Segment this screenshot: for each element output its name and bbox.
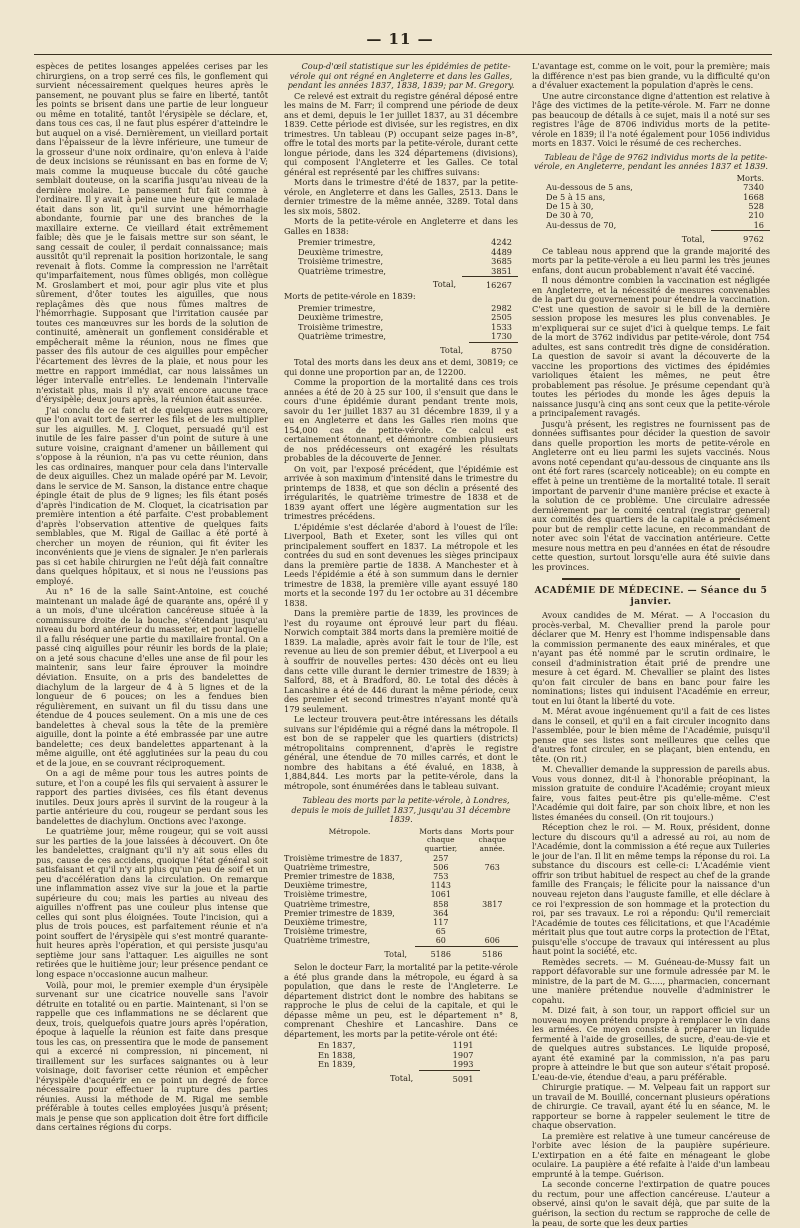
paragraph: La première est relative à une tumeur cancéreuse de l'orbite avec lésion de la paupière supérieure. L'extirpation en a été faite en ménageant le globe oculaire. La paupière a été refaite à l'aide d'un lambeau emprunté à la tempe. Guérison. [532,1130,770,1179]
paragraph: Morts de la petite-vérole en Angleterre et dans les Galles en 1838: [284,216,518,236]
paragraph: Avoux candides de M. Mérat. — A l'occasion du procès-verbal, M. Chevallier prend la parole pour déclarer que M. Henry est l'homme indispensable dans la commission permanente des eaux minérales, et que n'ayant pas été nommé par le scrutin ordinaire, le conseil d'administration était prié de prendre une mesure à cet égard. M. Chevallier se plaint des listes qu'on fait circuler de bans en banc pour faire les nominations; listes qui induisent l'Académie en erreur, tout en lui ôtant la liberté du vote. [532,610,770,706]
paragraph: On a agi de même pour tous les autres points de suture, et l'on a coupé les fils qui servaient à assurer le rapport des parties divisées, ces fils étant devenus inutiles. Deux jours après il survint de la rougeur à la partie antérieure du cou, rougeur se perdant sous les bandelettes de diachylum. Onctions avec l'axonge. [36,768,268,826]
paragraph: Dans la première partie de 1839, les provinces de l'est du royaume ont éprouvé leur part du fléau. Norwich comptait 384 morts dans la première moitié de 1839. La maladie, après avoir fait le tour de l'île, est revenue au lieu de son premier début, et Liverpool a eu à souffrir de nouvelles pertes: 430 décès ont eu lieu dans cette ville durant le dernier trimestre de 1839; à Salford, 88, et à Bradford, 80. Le total des décès à Lancashire a été de 446 durant la même période, ceux des premier et second trimestres n'ayant monté qu'à 179 seulement. [284,608,518,714]
paragraph: Au n° 16 de la salle Saint-Antoine, est couché maintenant un malade âgé de quarante ans, opéré il y a un mois, d'une ulcération cancéreuse située à la commissure droite de la bouche, s'étendant jusqu'au niveau du bord antérieur du masseter, et pour laquelle il a fallu réséquer une partie du maxillaire frontal. On a passé cinq aiguilles pour réunir les bords de la plaie; on a jeté sous chacune d'elles une anse de fil pour les maintenir, sans leur faire éprouver la moindre déviation. Ensuite, on a pris des bandelettes de diachylum de la largeur de 4 à 5 lignes et de la longueur de 6 pouces; on les a fendues bien régulièrement, en suivant un fil du tissu dans une étendue de 4 pouces seulement. On a mis une de ces bandelettes à cheval sous la tête de la première aiguille, dont la pointe a été embrassée par une autre bandelette; ces deux bandelettes appartenant à la même aiguille, ont été agglutinées sur la peau du cou et de la joue, en se couvrant réciproquement. [36,586,268,768]
table-row: En 1838, 1907 [318,1049,474,1060]
table-row: Troisième trimestre, 65 [284,927,446,937]
table-1839 [284,304,518,356]
paragraph: L'épidémie s'est déclarée d'abord à l'ouest de l'île: Liverpool, Bath et Exeter, sont les villes qui ont principalement souffert en 1837. La métropole et les contrées du sud en sont devenues les sièges principaux dans la première partie de 1838. A Manchester et à Leeds l'épidémie a été à son summum dans le dernier trimestre de 1838, la première ville ayant essuyé 180 morts et la seconde 197 du 1er octobre au 31 décembre 1838. [284,521,518,608]
paragraph: J'ai conclu de ce fait et de quelques autres encore, que l'on avait tort de serrer les fils et de les multiplier sur les aiguilles. M. J. Cloquet, persuadé qu'il est inutile de les faire passer d'un point de suture à une suture voisine, craignant d'amener un bâillement qui s'oppose à la réunion, n'a pas vu cette réunion, dans les cas ordinaires, manquer pour cela dans l'intervalle de deux aiguilles. Chez un malade opéré par M. Levoir, dans le service de M. Sanson, la distance entre chaque épingle était de plus de 9 lignes; les fils étant posés d'après l'indication de M. Cloquet, la cicatrisation par première intention a été parfaite. C'est probablement d'après l'observation attentive de quelques faits semblables, que M. Rigal de Gaillac a été porté à chercher un moyen de réunion, qui fit éviter les inconvénients que je viens de signaler. Je n'en parlerais pas si cet habile chirurgien ne l'eût déjà fait connaître dans quelques hôpitaux, et si nous ne l'eussions pas employé. [36,404,268,586]
table-row: Au-dessus de 70, 16 [546,219,764,230]
page-number: — 11 — [366,30,434,48]
paragraph: Remèdes secrets. — M. Guéneau-de-Mussy fait un rapport défavorable sur une formule adressée par M. le ministre, de la part de M. G....., pharmacien, concernant une manière prétendue nouvelle d'administrer le copahu. [532,956,770,1005]
table-row: Troisième trimestre de 1837, 257 [284,853,449,863]
paragraph: Selon le docteur Farr, la mortalité par la petite-vérole a été plus grande dans la métropole, eu égard à sa population, que dans le reste de l'Angleterre. Le département district dont le nombre des habitans se rapproche le plus de celui de la capitale, et qui le dépasse même un peu, est le département n° 8, comprenant Cheshire et Lancashire. Dans ce département, les morts par la petite-vérole ont été: [284,962,518,1039]
table-1838 [284,238,518,290]
table-row: En 1839, 1993 [318,1059,474,1070]
paragraph: Une autre circonstance digne d'attention est relative à l'âge des victimes de la petite-vérole. M. Farr ne donne pas beaucoup de détails à ce sujet, mais il a noté sur ses registres l'âge de 8706 individus morts de la petite-vérole en 1839; il l'a noté également pour 1056 individus morts en 1837. Voici le résumé de ces recherches. [532,90,770,149]
table-row: Troisième trimestre, 3685 [298,256,512,267]
paragraph: Total des morts dans les deux ans et demi, 30819; ce qui donne une proportion par an, de 12200. [284,357,518,377]
section-divider [562,578,740,580]
table-row: Premier trimestre de 1839, 364 [284,908,449,918]
article-title: Coup-d'œil statistique sur les épidémies de petite-vérole qui ont régné en Angleterre et dans les Galles, pendant les années 1837, 1838, 1839; par M. Gregory. [287,61,515,91]
table-row: Deuxième trimestre, 2505 [298,312,512,323]
paragraph: Voilà, pour moi, le premier exemple d'un érysipèle survenant sur une cicatrice nouvelle sans l'avoir détruite en totalité ou en partie. Maintenant, si l'on se rappelle que ces inflammations ne se déclarent que deux, trois, quelquefois quatre jours après l'opération, époque à laquelle la réunion est faite dans presque tous les cas, on pressentira que le mode de pansement qui a excercé ni compression, ni pincement, ni tiraillement sur les surfaces saignantes ou à leur voisinage, doit favoriser cette réunion et empêcher l'érysipèle d'acquérir en ce point un degré de force nécessaire pour effectuer la rupture des parties réunies. Aussi la méthode de M. Rigal me semble préférable à toutes celles employées jusqu'à présent; mais je pense que son application doit être fort difficile dans certaines régions du corps. [36,979,268,1133]
table-row: De 30 à 70, 210 [546,210,764,221]
column-left [36,62,268,1177]
table-row: Troisième trimestre, 1533 [298,321,512,332]
table-header-row: Métropole. Morts dans chaque quartier, Morts pour chaque année. [328,826,514,854]
table-row: Troisième trimestre, 1061 [284,890,451,900]
table-total-row: Total, 5091 [304,1070,480,1084]
paragraph: Morts de petite-vérole en 1839: [284,291,416,302]
paragraph: espèces de petites losanges appelées cerises par les chirurgiens, on a trop serré ces fils, le gonflement qui survient nécessairement quelques heures après le pansement, ne pouvant plus se faire en liberté, tantôt les points se brisent dans une partie de leur longueur ou même en totalité, tantôt l'érysipèle se déclare, et, dans tous ces cas, il ne faut plus espérer d'atteindre le but auquel on a visé. Dernièrement, un vieillard portait dans l'épaisseur de la lèvre inférieure, une tumeur de la grosseur d'une noix ordinaire, qu'on enleva à l'aide de deux incisions se réunissant en bas en forme de V; mais comme la muqueuse buccale du côté gauche semblait douteuse, on la scarifia jusqu'au niveau de la dernière molaire. Le pansement fut fait comme à l'ordinaire. Il y avait à peine une heure que le malade était dans son lit, qu'il survint une hémorrhagie abondante, fournie par une des branches de la maxillaire externe. Ce vieillard était extrêmement faible; dès que je le faisais mettre sur son séant, le sang cessait de couler, il perdait connaissance; mais aussitôt qu'il reprenait la position horizontale, le sang revenait à flots. Comme la compression ne l'arrêtait qu'imparfaitement, nous fûmes obligés, mon collègue M. Groslambert et moi, pour agir plus vite et plus sûrement, d'ôter toutes les aiguilles, que nous replaçâmes dès que nous fûmes maîtres de l'hémorrhagie. Supposant que l'irritation causée par toutes ces manœuvres sur les bords de la solution de continuité, amènerait un gonflement considérable et empêcherait même la réunion, nous ne fîmes que passer des fils autour de ces aiguilles pour empêcher l'écartement des lèvres de la plaie, et nous pour les mettre en rapport immédiat, car nous laissâmes un léger intervalle entr'elles. Le lendemain l'intervalle n'existait plus, mais il n'y avait encore aucune trace d'érysipèle; deux jours après, la réunion était assurée. [36,61,268,405]
paragraph: M. Dizé fait, à son tour, un rapport officiel sur un nouveau moyen prétendu propre à remplacer le vin dans les armées. Ce moyen consiste à préparer un liquide fermenté à l'aide de groseilles, de sucre, d'eau-de-vie et de quelques autres substances. Le liquide proposé, ayant été examiné par la commission, n'a pas paru propre à atteindre le but que son auteur s'était proposé. L'eau-de-vie, étendue d'eau, a paru préférable. [532,1005,770,1082]
table-total-row: Total, 16267 [284,276,518,290]
paragraph: Le lecteur trouvera peut-être intéressans les détails suivans sur l'épidémie qui a régné dans la métropole. Il est bon de se rappeler que les quartiers (districts) métropolitains comprennent, d'après le registre général, une étendue de 70 milles carrés, et dont le nombre des habitans a été évalué, en 1838, à 1,884,844. Les morts par la petite-vérole, dans la métropole, sont énumérées dans le tableau suivant. [284,714,518,791]
london-table [284,828,518,959]
paragraph: M. Chevallier demande la suppression de pareils abus. Vous vous donnez, dit-il à l'honorable préopinant, la mission gratuite de conduire l'Académie; croyant mieux faire, vous faites peut-être pis qu'elle-même. C'est l'Académie qui doit faire, par son choix libre, et non les listes émanées du conseil. (On rit toujours.) [532,764,770,822]
table-total-row: Total, 5186 5186 [284,946,518,959]
table-row: Deuxième trimestre, 4489 [298,246,512,257]
table-row: Quatrième trimestre, 858 3817 [284,899,503,909]
table-row: Au-dessous de 5 ans, 7340 [546,182,764,193]
table-row: De 15 à 30, 528 [546,200,764,211]
table-row: Quatrième trimestre, 60 606 [284,936,500,946]
paragraph: La seconde concerne l'extirpation de quatre pouces du rectum, pour une affection cancéreuse. L'auteur a observé, ainsi qu'on le savait déjà, que par suite de la guérison, la section du rectum se rapproche de celle de la peau, de sorte que les deux parties [532,1179,770,1228]
london-table-title: Tableau des morts par la petite-vérole, à Londres, depuis le mois de juillet 1837, jusqu'au 31 décembre 1839. [291,795,511,825]
table-total-row: Total, 9762 [532,231,770,245]
table-total-row: Total, 8750 [284,342,518,356]
header-rule [34,54,772,55]
table-header-row: Morts. [736,172,764,183]
age-table [532,174,770,245]
paragraph: Comme la proportion de la mortalité dans ces trois années a été de 20 à 25 sur 100, il s'ensuit que dans le cours d'une épidémie durant pendant trente mois, savoir du 1er juillet 1837 au 31 décembre 1839, il y a eu en Angleterre et dans les Galles rien moins que 154,000 cas de petite-vérole. Ce calcul est certainement étonnant, et démontre combien plusieurs de nos prédécesseurs ont exagéré les résultats probables de la découverte de Jenner. [284,377,518,464]
table-row: Quatrième trimestre, 3851 [298,265,512,276]
paragraph: Il nous démontre combien la vaccination est négligée en Angleterre, et la nécessité de mesures convenables de la part du gouvernement pour étendre la vaccination. C'est une question de savoir si le bill de la dernière session propose les mesures les plus convenables. Je m'expliquerai sur ce sujet d'ici à quelque temps. Le fait de la mort de 3762 individus par petite-vérole, dont 754 adultes, est sans contredit très digne de considération. La question de savoir si avant la découverte de la vaccine les proportions des victimes des épidémies varioliques étaient les mêmes, ne peut être probablement pas résolue. Je présume cependant qu'à toutes les périodes du monde les âges depuis la naissance jusqu'à cinq ans sont ceux que la petite-vérole a principalement ravagés. [532,275,770,419]
table-row: Quatrième trimestre, 506 763 [284,862,500,872]
paragraph: On voit, par l'exposé précédent, que l'épidémie est arrivée à son maximum d'intensité dans le trimestre du printemps de 1838, et que son déclin a présenté des irrégularités, le quatrième trimestre de 1838 et de 1839 ayant offert une légère augmentation sur les trimestres précédens. [284,463,518,522]
table-row: Deuxième trimestre, 117 [284,917,449,927]
paragraph: L'avantage est, comme on le voit, pour la première; mais la différence n'est pas bien grande, vu la difficulté qu'on a d'évaluer exactement la population d'après le cens. [532,61,770,91]
table-years [304,1041,480,1084]
paragraph: Le quatrième jour, même rougeur, qui se voit aussi sur les parties de la joue laissées à découvert. On ôte les bandelettes, craignant qu'il n'y ait sous elles du pus, cause de ces accidens, quoique l'état général soit satisfaisant et qu'il n'y ait plus qu'un peu de soif et un peu d'accélération dans la circulation. On remarque une inflammation assez vive sur la joue et la partie supérieure du cou; mais les parties au niveau des aiguilles n'offrent pas une couleur plus intense que celles qui sont plus éloignées. Toute l'incision, qui a plus de trois pouces, est parfaitement réunie et n'a point souffert de l'érysipèle qui s'est montré quarante-huit heures après l'opération, et qui persiste jusqu'au septième jour sans l'attaquer. Les aiguilles ne sont retirées que le huitième jour; leur présence pendant ce long espace n'occasionne aucun malheur. [36,826,268,979]
table-row: Quatrième trimestre, 1730 [298,331,512,342]
paragraph: Jusqu'à présent, les registres ne fournissent pas de données suffisantes pour décider la question de savoir dans quelle proportion les morts de petite-vérole en Angleterre ont eu lieu parmi les sujets vaccinés. Nous avons noté cependant qu'au-dessous de cinquante ans ils ont été fort rares (scarcely noticeable); on eu compte en effet à peine un trentième de la mortalité totale. Il serait important de parvenir d'une manière précise et exacte à la solution de ce problème. Une circulaire adressée dernièrement par le comité central (registrar general) aux comités des quartiers de la capitale a précisément pour but de remplir cette lacune, en recommandant de noter avec soin l'état de vaccination antérieure. Cette mesure nous mettra en peu d'années en état de résoudre cette question, surtout lorsqu'elle aura été suivie dans les provinces. [532,418,770,572]
academy-heading: ACADÉMIE DE MÉDECINE. — Séance du 5 janvier. [534,586,768,607]
age-table-title: Tableau de l'âge de 9762 individus morts de la petite-vérole, en Angleterre, pendant les années 1837 et 1839. [533,151,769,172]
column-right [532,61,770,1228]
table-row: Premier trimestre, 4242 [298,237,512,248]
table-row: Deuxième trimestre, 1143 [284,881,451,891]
paragraph: Ce tableau nous apprend que la grande majorité des morts par la petite-vérole a eu lieu parmi les très jeunes enfans, dont aucun probablement n'avait été vacciné. [532,245,770,275]
paragraph: M. Mérat avoue ingénuement qu'il a fait de ces listes dans le conseil, et qu'il en a fait circuler incognito dans l'assemblée, pour le bien même de l'Académie, puisqu'il pense que ses listes sont meilleures que celles que d'autres font circuler, en se plaçant, bien entendu, en tête. (On rit.) [532,706,770,764]
paragraph: Morts dans le trimestre d'été de 1837, par la petite-vérole, en Angleterre et dans les Galles, 2513. Dans le dernier trimestre de la même année, 3289. Total dans les six mois, 5802. [284,177,518,216]
column-middle [284,62,518,1177]
paragraph: Ce relevé est extrait du registre général déposé entre les mains de M. Farr; il comprend une période de deux ans et demi, depuis le 1er juillet 1837, au 31 décembre 1839. Cette période est divisée, sur les registres, en dix trimestres. Un tableau (P) occupant seize pages in-8°, offre le total des morts par la petite-vérole, durant cette longue période, dans les 324 départemens (divisions), qui composent l'Angleterre et les Galles. Ce total général est représenté par les chiffres suivans: [284,90,518,177]
table-row: De 5 à 15 ans, 1668 [546,191,764,202]
table-row: Premier trimestre, 2982 [298,302,512,313]
paragraph: Chirurgie pratique. — M. Velpeau fait un rapport sur un travail de M. Bouillé, concernant plusieurs opérations de chirurgie. Ce travail, ayant été lu en séance, M. le rapporteur se borne à rappeler seulement le titre de chaque observation. [532,1082,770,1131]
table-row: Premier trimestre de 1838, 753 [284,872,449,882]
table-row: En 1837, 1191 [318,1040,474,1051]
paragraph: Réception chez le roi. — M. Roux, président, donne lecture du discours qu'il a adressé au roi, au nom de l'Académie, dont la commission a été reçue aux Tuileries le jour de l'an. Il lit en même temps la réponse du roi. La substance du discours est celle-ci: L'Académie vient offrir son tribut habituel de respect au chef de la grande famille des Français; le félicite pour la naissance d'un nouveau rejeton dans l'auguste famille, et elle déclare à ce roi l'expression de son hommage et la protection du roi, par ses travaux. Le roi a répondu: Qu'il remerciait l'Académie de toutes ces félicitations, et que l'Académie méritait plus que tout autre corps la protection de l'État, puisqu'elle s'occupe de travaux qui intéressent au plus haut point la société, etc. [532,822,770,957]
